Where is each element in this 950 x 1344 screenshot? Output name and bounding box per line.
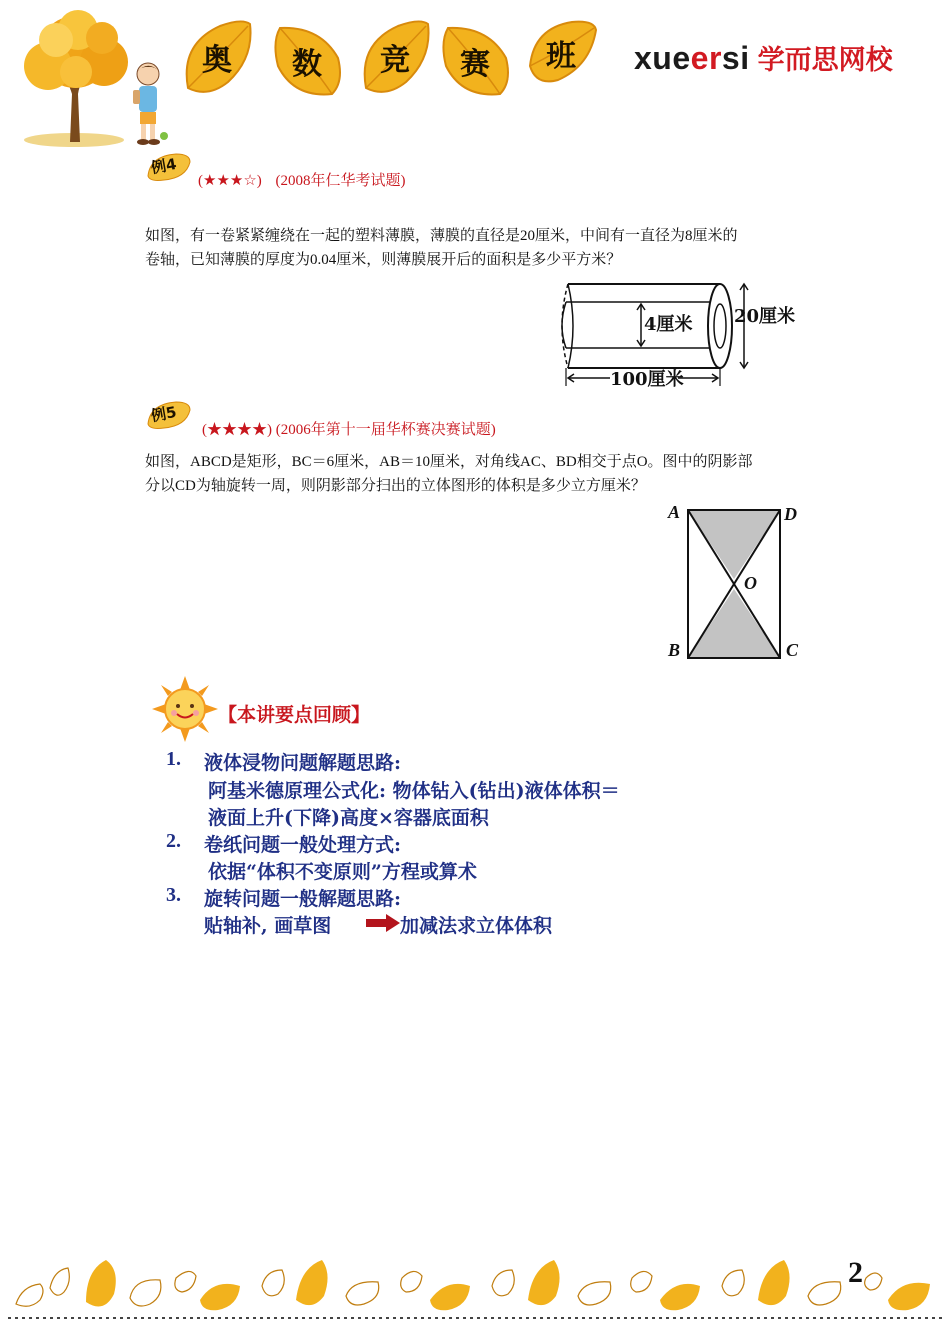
- example4-tag: [146, 152, 192, 182]
- footer-leaves-decoration: [0, 1248, 950, 1328]
- length-label: 100厘米: [610, 369, 684, 390]
- review-item-3-line: 加减法求立体体积: [400, 915, 553, 937]
- boy-illustration: [128, 60, 170, 148]
- review-item-2-line: 卷纸问题一般处理方式:: [204, 834, 402, 856]
- brand-en-prefix: xue: [634, 40, 691, 76]
- example5-text: [145, 450, 810, 498]
- example5-meta: [202, 418, 496, 439]
- review-item-2-num: 2.: [166, 830, 181, 852]
- review-item-1-line: 液面上升(下降)高度×容器底面积: [208, 807, 489, 829]
- vertex-o: O: [744, 573, 757, 593]
- example4-tag-text: 例4: [149, 154, 178, 178]
- title-leaf-3: [358, 18, 432, 96]
- review-item-2-line: 依据“体积不变原则”方程或算术: [208, 861, 477, 883]
- brand-en-accent: er: [690, 40, 722, 76]
- title-leaf-4: [438, 22, 512, 100]
- title-leaf-2: [270, 22, 344, 100]
- example4-stars: (★★★☆): [198, 173, 262, 189]
- example5-line: 分以CD为轴旋转一周，则阴影部分扫出的立体图形的体积是多少立方厘米？: [145, 478, 646, 494]
- title-char: 赛: [460, 47, 490, 82]
- brand-logo: [634, 38, 893, 78]
- page-number: 2: [848, 1256, 863, 1289]
- review-item-3-line: 旋转问题一般解题思路:: [204, 888, 402, 910]
- title-char: 奥: [202, 43, 232, 78]
- example5-source: (2006年第十一届华杯赛决赛试题): [275, 422, 496, 438]
- example4-text: [145, 224, 810, 272]
- diameter-label: 20厘米: [734, 306, 796, 327]
- example5-line: 如图，ABCD是矩形，BC＝6厘米，AB＝10厘米，对角线AC、BD相交于点O。图中的阴影部: [145, 454, 753, 470]
- review-item-3-num: 3.: [166, 884, 181, 906]
- title-char: 数: [292, 47, 322, 82]
- brand-en: [634, 40, 750, 77]
- review-item-3-line: 贴轴补, 画草图: [204, 915, 332, 937]
- review-item-1-num: 1.: [166, 748, 181, 770]
- example5-tag-text: 例5: [149, 402, 178, 426]
- sun-icon: [152, 676, 218, 742]
- brand-cn: 学而思网校: [757, 45, 893, 76]
- title-leaf-1: [180, 18, 254, 96]
- vertex-c: C: [786, 640, 799, 660]
- title-leaf-5: [524, 14, 598, 92]
- example4-meta: [198, 169, 406, 190]
- example4-source: (2008年仁华考试题): [275, 173, 406, 189]
- leaf-row: [16, 1260, 930, 1310]
- title-char: 竞: [380, 43, 410, 78]
- example4-line: 如图，有一卷紧紧缠绕在一起的塑料薄膜，薄膜的直径是20厘米，中间有一直径为8厘米的: [145, 228, 738, 244]
- rectangle-figure: [660, 498, 810, 666]
- vertex-b: B: [668, 640, 681, 660]
- arrow-right-icon: [366, 914, 400, 932]
- example4-line: 卷轴，已知薄膜的厚度为0.04厘米，则薄膜展开后的面积是多少平方米？: [145, 252, 622, 268]
- review-item-1-line: 液体浸物问题解题思路:: [204, 752, 402, 774]
- vertex-a: A: [668, 502, 681, 522]
- inner-label: 4厘米: [644, 314, 693, 335]
- brand-en-suffix: si: [721, 40, 750, 76]
- review-title: 【本讲要点回顾】: [218, 704, 371, 726]
- vertex-d: D: [784, 504, 797, 524]
- film-roll-figure: [548, 272, 818, 390]
- example5-stars: (★★★★): [202, 422, 272, 438]
- example5-tag: [146, 400, 192, 430]
- autumn-tree-illustration: [18, 10, 133, 150]
- title-char: 班: [546, 39, 576, 74]
- review-item-1-line: 阿基米德原理公式化: 物体钻入(钻出)液体体积＝: [208, 780, 620, 802]
